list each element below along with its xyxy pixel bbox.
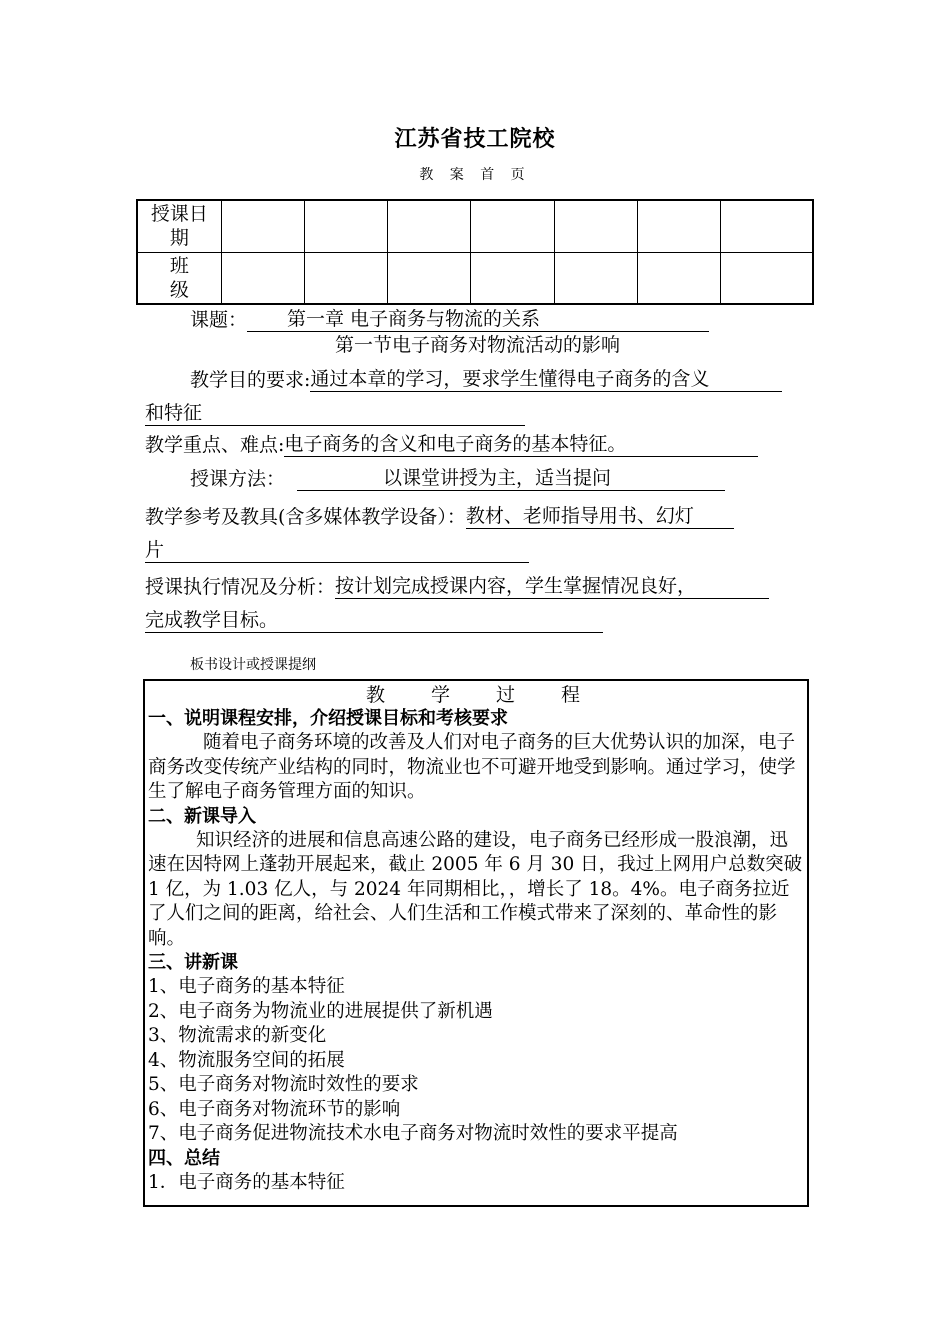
teaching-process-box — [143, 679, 809, 1207]
section-2-title: 二、新课导入 — [148, 805, 256, 827]
school-title: 江苏省技工院校 — [394, 127, 556, 152]
method-value: 以课堂讲授为主，适当提问 — [297, 466, 725, 491]
keypoints-row — [145, 430, 758, 457]
document-type: 教 案 首 页 — [419, 167, 531, 183]
table-cell — [221, 252, 304, 304]
execution-row-2 — [145, 608, 603, 633]
section-2-text: 知识经济的进展和信息高速公路的建设，电子商务已经形成一股浪潮，迅速在因特网上蓬勃开展起来，截止 2005 年 6 月 30 日，我过上网用户总数突破 1 亿，为 1.03 亿人，与 2024 年同期相比，，增长了 18。4%。电子商务拉近了人们之间的距离，给社会、人们生活和工作模式带来了深刻的、革命性的影响。 — [148, 829, 803, 949]
schedule-table — [136, 199, 814, 305]
reference-row — [145, 502, 734, 529]
topic-label: 课题： — [190, 309, 248, 331]
class-row-label: 班级 — [137, 252, 221, 304]
table-cell — [304, 252, 387, 304]
list-item: 4、物流服务空间的拓展 — [148, 1049, 345, 1071]
table-cell — [221, 200, 304, 252]
list-item: 6、电子商务对物流环节的影响 — [148, 1098, 401, 1120]
method-label: 授课方法： — [190, 468, 286, 490]
method-row — [190, 464, 725, 491]
reference-row-2 — [145, 538, 529, 563]
table-cell — [388, 252, 471, 304]
execution-row — [145, 572, 769, 599]
keypoints-label: 教学重点、难点: — [145, 434, 285, 456]
list-item: 5、电子商务对物流时效性的要求 — [148, 1074, 419, 1095]
section-1-title: 一、说明课程安排，介绍授课目标和考核要求 — [148, 708, 508, 729]
topic-section: 第一节电子商务对物流活动的影响 — [335, 334, 621, 356]
objective-value: 通过本章的学习，要求学生懂得电子商务的含义 — [310, 367, 782, 392]
execution-value: 按计划完成授课内容，学生掌握情况良好， — [335, 574, 769, 599]
objective-value-2: 和特征 — [145, 401, 525, 426]
table-cell — [471, 200, 554, 252]
topic-chapter: 第一章 电子商务与物流的关系 — [247, 307, 709, 332]
list-item: 1．电子商务的基本特征 — [148, 1171, 345, 1193]
table-cell — [471, 252, 554, 304]
table-cell — [721, 252, 813, 304]
reference-value-2: 片 — [145, 538, 529, 563]
list-item: 3、物流需求的新变化 — [148, 1025, 327, 1046]
table-cell — [721, 200, 813, 252]
reference-label: 教学参考及教具(含多媒体教学设备）： — [145, 506, 466, 528]
date-row-label: 授课日期 — [137, 200, 221, 252]
section-4-title: 四、总结 — [148, 1147, 220, 1169]
table-cell — [554, 252, 637, 304]
list-item: 1、电子商务的基本特征 — [148, 976, 345, 997]
execution-label: 授课执行情况及分析： — [145, 576, 336, 598]
keypoints-value: 电子商务的含义和电子商务的基本特征。 — [284, 432, 758, 457]
reference-value: 教材、老师指导用书、幻灯 — [466, 504, 734, 529]
execution-value-2: 完成教学目标。 — [145, 608, 603, 633]
objective-row — [190, 365, 782, 392]
table-cell — [304, 200, 387, 252]
objective-label: 教学目的要求: — [190, 369, 311, 391]
topic-row — [190, 305, 709, 332]
table-cell — [554, 200, 637, 252]
board-caption: 板书设计或授课提纲 — [190, 657, 316, 673]
section-1-text: 随着电子商务环境的改善及人们对电子商务的巨大优势认识的加深，电子商务改变传统产业结构的同时，物流业也不可避开地受到影响。通过学习，使学生了解电子商务管理方面的知识。 — [148, 732, 796, 802]
list-item: 7、电子商务促进物流技术水电子商务对物流时效性的要求平提高 — [148, 1123, 678, 1144]
table-cell — [637, 252, 720, 304]
table-cell — [388, 200, 471, 252]
objective-row-2 — [145, 401, 525, 426]
section-3-title: 三、讲新课 — [148, 952, 238, 973]
table-cell — [637, 200, 720, 252]
process-heading: 教学过程 — [365, 684, 626, 706]
list-item: 2、电子商务为物流业的进展提供了新机遇 — [148, 1000, 493, 1022]
